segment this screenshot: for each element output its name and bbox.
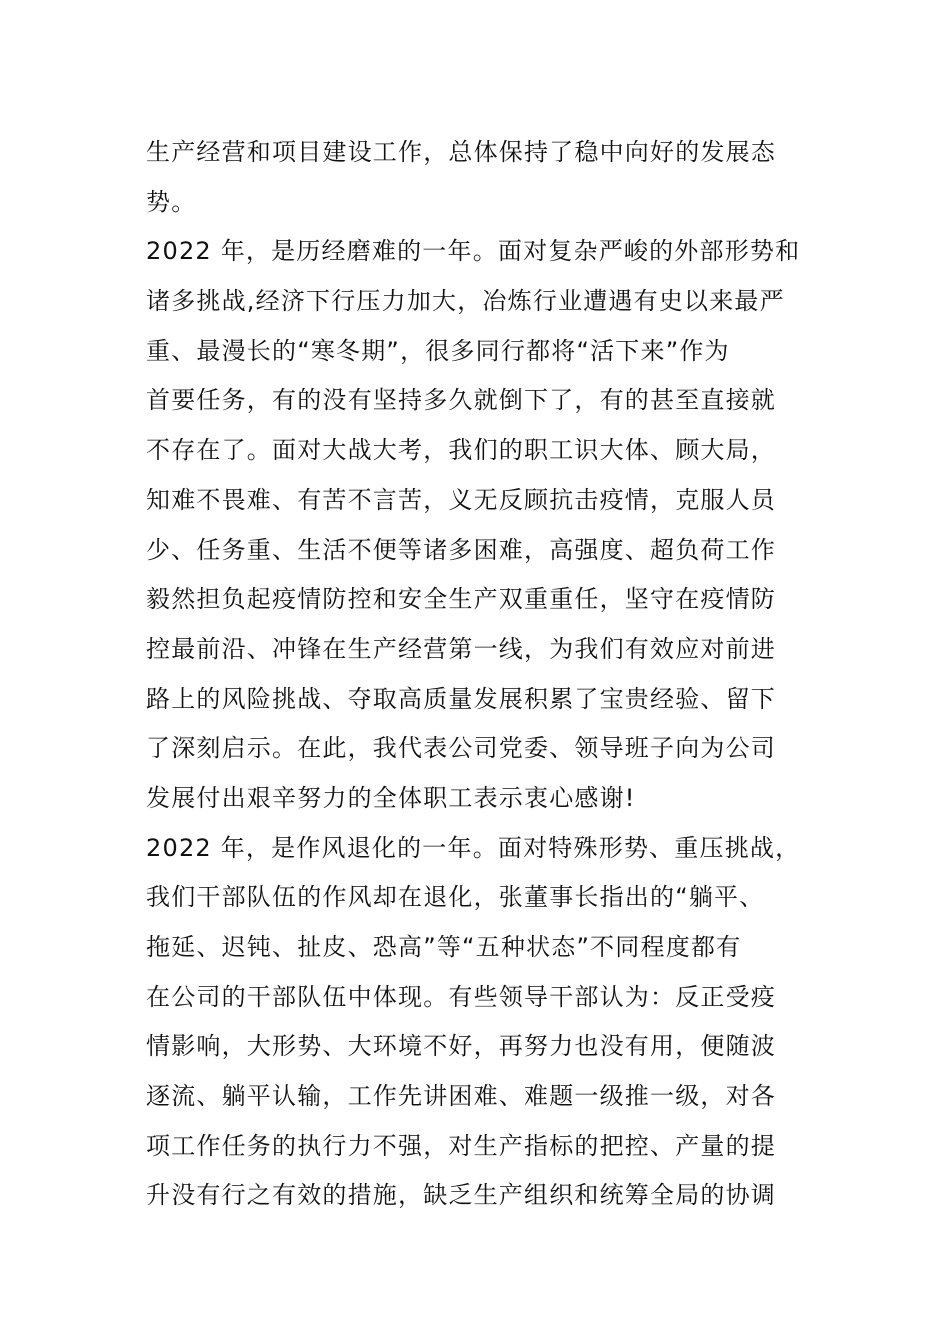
text-line: 项工作任务的执行力不强，对生产指标的把控、产量的提	[146, 1131, 776, 1160]
text-line: 少、任务重、生活不便等诸多困难，高强度、超负荷工作	[146, 535, 776, 564]
text-line: 我们干部队伍的作风却在退化，张董事长指出的“躺平、	[146, 883, 765, 912]
text-line: 首要任务，有的没有坚持多久就倒下了，有的甚至直接就	[146, 386, 776, 415]
text-line: 拖延、迟钝、扯皮、恐高”等“五种状态”不同程度都有	[146, 933, 742, 961]
text-line: 重、最漫长的“寒冬期”，很多同行都将“活下来”作为	[146, 336, 730, 365]
body-text	[146, 128, 806, 1221]
text-line: 生产经营和项目建设工作，总体保持了稳中向好的发展态	[146, 138, 776, 166]
text-line: 2022 年，是作风退化的一年。面对特殊形势、重压挑战，	[146, 833, 801, 862]
text-line: 了深刻启示。在此，我代表公司党委、领导班子向为公司	[146, 734, 776, 763]
text-line: 势。	[146, 187, 197, 216]
text-line: 控最前沿、冲锋在生产经营第一线，为我们有效应对前进	[146, 634, 776, 663]
text-line: 2022 年，是历经磨难的一年。面对复杂严峻的外部形势和	[146, 237, 801, 266]
text-line: 诸多挑战,经济下行压力加大，冶炼行业遭遇有史以来最严	[146, 287, 785, 316]
text-line: 毅然担负起疫情防控和安全生产双重重任，坚守在疫情防	[146, 585, 776, 614]
text-line: 发展付出艰辛努力的全体职工表示衷心感谢!	[146, 783, 636, 812]
text-line: 路上的风险挑战、夺取高质量发展积累了宝贵经验、留下	[146, 684, 776, 713]
text-line: 在公司的干部队伍中体现。有些领导干部认为：反正受疫	[146, 982, 776, 1011]
text-line: 不存在了。面对大战大考，我们的职工识大体、顾大局，	[146, 436, 776, 465]
text-line: 逐流、躺平认输，工作先讲困难、难题一级推一级，对各	[146, 1082, 776, 1111]
text-line: 升没有行之有效的措施，缺乏生产组织和统筹全局的协调	[146, 1181, 776, 1210]
text-line: 情影响，大形势、大环境不好，再努力也没有用，便随波	[146, 1032, 776, 1061]
text-line: 知难不畏难、有苦不言苦，义无反顾抗击疫情，克服人员	[146, 485, 776, 514]
